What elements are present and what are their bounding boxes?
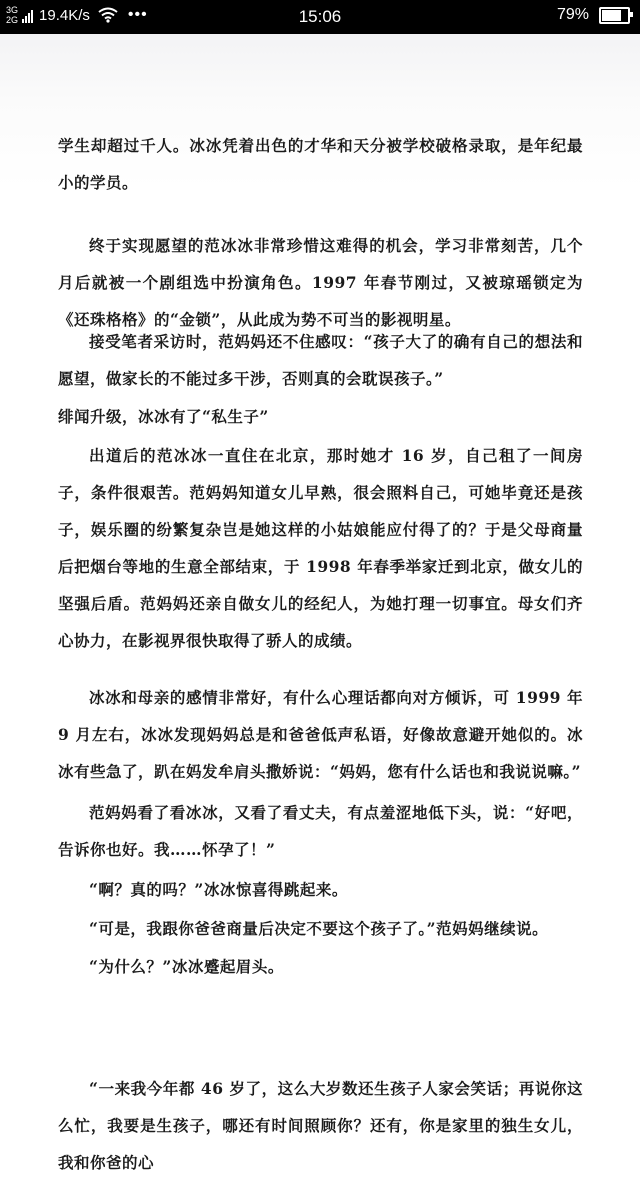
clock: 15:06 [298,7,342,26]
network-speed: 19.4K/s [39,6,90,24]
document-page[interactable] [0,34,640,1172]
paragraph-9: “为什么？”冰冰蹙起眉头。 [89,957,284,976]
paragraph-7: “啊？真的吗？”冰冰惊喜得跳起来。 [89,880,348,899]
section-heading: 绯闻升级，冰冰有了“私生子” [58,407,269,426]
more-notifications-icon: ••• [127,6,148,23]
paragraph-8: “可是，我跟你爸爸商量后决定不要这个孩子了。”范妈妈继续说。 [89,919,549,938]
paragraph-1: 学生却超过千人。冰冰凭着出色的才华和天分被学校破格录取，是年纪最小的学员。 [58,136,583,192]
paragraph-10: “一来我今年都 46 岁了，这么大岁数还生孩子人家会笑话；再说你这么忙，我要是生孩子，哪还有时间照顾你？还有，你是家里的独生女儿，我和你爸的心 [58,1079,583,1172]
network-top-label: 3G [6,5,19,15]
status-right [557,6,630,24]
status-bar [0,0,640,34]
network-bottom-label: 2G [6,15,19,25]
battery-icon [599,7,630,24]
paragraph-2: 终于实现愿望的范冰冰非常珍惜这难得的机会，学习非常刻苦，几个月后就被一个剧组选中扮演角色。1997 年春节刚过，又被琼瑶锁定为《还珠格格》的“金锁”，从此成为势不可当的影视明星。 [58,236,583,329]
battery-percent: 79% [556,6,589,23]
paragraph-5: 冰冰和母亲的感情非常好，有什么心理话都向对方倾诉，可 1999 年 9 月左右，冰冰发现妈妈总是和爸爸低声私语，好像故意避开她似的。冰冰有些急了，趴在妈发牟肩头撒娇说：“妈妈，您有什么话也和我说说嘛。” [58,688,583,781]
paragraph-6: 范妈妈看了看冰冰，又看了看丈夫，有点羞涩地低下头，说：“好吧，告诉你也好。我……怀孕了！” [58,803,583,859]
paragraph-3: 接受笔者采访时，范妈妈还不住感叹：“孩子大了的确有自己的想法和愿望，做家长的不能过多干涉，否则真的会耽误孩子。” [58,332,583,388]
paragraph-4: 出道后的范冰冰一直住在北京，那时她才 16 岁，自己租了一间房子，条件很艰苦。范妈妈知道女儿早熟，很会照料自己，可她毕竟还是孩子，娱乐圈的纷繁复杂岂是她这样的小姑娘能应付得了的？于是父母商量后把烟台等地的生意全部结束，于 1998 年春季举家迁到北京，做女儿的坚强后盾。范妈妈还亲自做女儿的经纪人，为她打理一切事宜。母女们齐心协力，在影视界很快取得了骄人的成绩。 [58,446,583,650]
